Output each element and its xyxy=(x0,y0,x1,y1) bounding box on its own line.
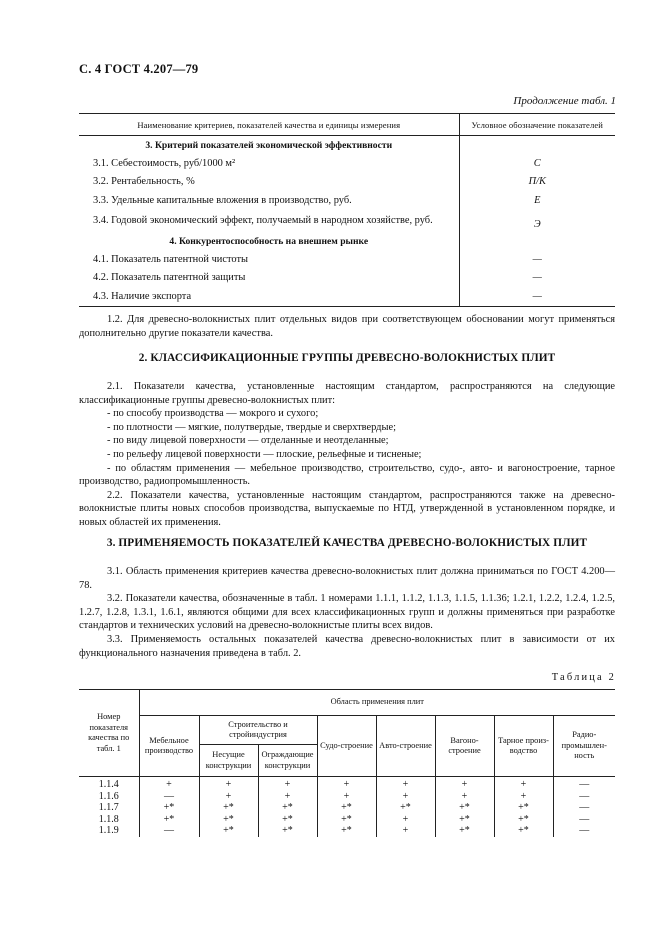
paragraph-3-1: 3.1. Область применения критериев качества древесно-волокнистых плит должна приниматься по ГОСТ 4.200—78. xyxy=(79,566,615,591)
applicability-cell: — xyxy=(553,791,615,803)
indicator-name: 4.1. Показатель патентной чистоты xyxy=(93,253,248,265)
applicability-cell: + xyxy=(435,777,494,791)
col-tare-header: Тарное произ-водство xyxy=(494,716,553,777)
paragraph-2-2: 2.2. Показатели качества, установленные настоящим стандартом, распространяются также на древесно-волокнистые плиты новых способов производства, выпускаемые по НТД, утвержденной в установленном порядке, и новых областей их применения. xyxy=(79,489,615,528)
col-enclosing-structures-header: Ограждающие конструкции xyxy=(258,745,317,777)
section-heading: 3. Критерий показателей экономической эффективности xyxy=(79,136,615,155)
col-shipbuilding-header: Судо-строение xyxy=(317,716,376,777)
paragraph-3-3: 3.3. Применяемость остальных показателей качества древесно-волокнистых плит в зависимости от их функционального назначения приведена в табл. 2. xyxy=(79,633,615,659)
applicability-cell: + xyxy=(376,825,435,837)
table-row xyxy=(79,814,615,826)
applicability-cell: + xyxy=(376,777,435,791)
applicability-cell: + xyxy=(199,791,258,803)
list-item: - по плотности — мягкие, полутвердые, твердые и сверхтвердые; xyxy=(107,421,396,433)
table-row xyxy=(79,777,615,791)
applicability-cell: +* xyxy=(494,825,553,837)
list-item: - по способу производства — мокрого и сухого; xyxy=(107,408,319,420)
applicability-cell: + xyxy=(317,777,376,791)
row-number-cell: 1.1.7 xyxy=(98,802,119,813)
list-item: - по виду лицевой поверхности — отделанные и неотделанные; xyxy=(107,435,389,447)
paragraph-3-2: 3.2. Показатели качества, обозначенные в табл. 1 номерами 1.1.1, 1.1.2, 1.1.3, 1.1.5, 1.1.36; 1.2.1, 1.2.2, 1.2.4, 1.2.5, 1.2.7, 1.2.8, 1.3.1, 1.6.1, являются общими для всех классификационных групп и должны применяться при разработке стандартов и технических условий на древесно-волокнистые плиты всех видов. xyxy=(79,593,615,632)
col-furniture-header: Мебельное производство xyxy=(139,716,199,777)
applicability-cell: +* xyxy=(199,825,258,837)
applicability-cell: +* xyxy=(435,802,494,814)
applicability-cell: — xyxy=(139,791,199,803)
applicability-cell: + xyxy=(435,791,494,803)
applicability-cell: +* xyxy=(494,802,553,814)
row-number-cell: 1.1.8 xyxy=(98,813,119,825)
applicability-cell: — xyxy=(553,802,615,814)
applicability-cell: — xyxy=(553,825,615,837)
indicator-symbol: Э xyxy=(459,210,615,233)
list-item: - по рельефу лицевой поверхности — плоские, рельефные и тисненые; xyxy=(107,448,422,460)
paragraph-1-2-block xyxy=(79,313,615,340)
section-3-body xyxy=(79,565,615,660)
col-wagon-header: Вагоно-строение xyxy=(435,716,494,777)
applicability-cell: +* xyxy=(494,814,553,826)
table-row xyxy=(79,825,615,837)
col-symbol-header: Условное обозначение показателей xyxy=(459,114,615,136)
table-row xyxy=(79,154,615,173)
table-row xyxy=(79,287,615,306)
applicability-cell: + xyxy=(317,791,376,803)
row-number-cell: 1.1.9 xyxy=(98,825,119,836)
applicability-cell: +* xyxy=(435,814,494,826)
section-3-heading: 3. ПРИМЕНЯЕМОСТЬ ПОКАЗАТЕЛЕЙ КАЧЕСТВА ДРЕВЕСНО-ВОЛОКНИСТЫХ ПЛИТ xyxy=(106,537,588,549)
indicator-name: 3.1. Себестоимость, руб/1000 м² xyxy=(93,157,236,169)
table-1-header-row xyxy=(79,114,615,136)
applicability-cell: +* xyxy=(258,802,317,814)
col-radio-header: Радио-промышлен-ность xyxy=(553,716,615,777)
col-construction-header: Строительство и стройиндустрия xyxy=(199,716,317,745)
applicability-cell: +* xyxy=(317,802,376,814)
table-continuation-label: Продолжение табл. 1 xyxy=(513,95,616,107)
indicator-name: 3.3. Удельные капитальные вложения в производство, руб. xyxy=(93,194,352,206)
indicator-symbol: С xyxy=(459,154,615,173)
col-application-area-header: Область применения плит xyxy=(139,690,615,716)
indicator-name: 4.3. Наличие экспорта xyxy=(79,287,459,306)
applicability-cell: +* xyxy=(258,814,317,826)
table-row xyxy=(79,250,615,269)
indicator-name: 3.4. Годовой экономический эффект, получаемый в народном хозяйстве, руб. xyxy=(93,214,433,226)
applicability-cell: + xyxy=(494,777,553,791)
applicability-cell: — xyxy=(139,825,199,837)
col-criteria-header: Наименование критериев, показателей качества и единицы измерения xyxy=(79,114,459,136)
indicator-symbol: — xyxy=(459,287,615,306)
table-row xyxy=(79,269,615,288)
row-number-cell: 1.1.4 xyxy=(98,779,119,790)
applicability-cell: + xyxy=(376,814,435,826)
applicability-cell: +* xyxy=(139,802,199,814)
applicability-cell: — xyxy=(553,814,615,826)
table-row xyxy=(79,210,615,233)
applicability-cell: +* xyxy=(317,825,376,837)
col-number-header: Номер показателя качества по табл. 1 xyxy=(79,690,139,777)
table-2-label: Таблица 2 xyxy=(551,672,616,683)
applicability-cell: +* xyxy=(376,802,435,814)
applicability-cell: +* xyxy=(317,814,376,826)
col-bearing-structures-header: Несущие конструкции xyxy=(199,745,258,777)
applicability-cell: +* xyxy=(199,814,258,826)
indicator-symbol: П/К xyxy=(459,173,615,192)
paragraph-2-1: 2.1. Показатели качества, установленные настоящим стандартом, распространяются на следующие классификационные группы древесно-волокнистых плит: xyxy=(79,381,615,406)
applicability-cell: — xyxy=(553,777,615,791)
indicator-symbol: — xyxy=(459,269,615,288)
applicability-cell: + xyxy=(494,791,553,803)
applicability-cell: +* xyxy=(139,814,199,826)
applicability-cell: + xyxy=(258,791,317,803)
applicability-cell: + xyxy=(376,791,435,803)
table-1-continuation xyxy=(79,113,615,307)
list-item: - по областям применения — мебельное производство, строительство, судо-, авто- и вагоностроение, тарное производство, радиопромышленность. xyxy=(79,462,616,488)
row-number-cell: 1.1.6 xyxy=(98,790,119,802)
applicability-cell: +* xyxy=(435,825,494,837)
indicator-symbol: — xyxy=(459,250,615,269)
table-2 xyxy=(79,689,615,837)
table-row xyxy=(79,802,615,814)
section-heading: 4. Конкурентоспособность на внешнем рынке xyxy=(79,232,615,250)
applicability-cell: + xyxy=(258,777,317,791)
applicability-cell: + xyxy=(139,777,199,791)
paragraph-1-2: 1.2. Для древесно-волокнистых плит отдельных видов при соответствующем обосновании могут применяться дополнительно другие показатели качества. xyxy=(79,314,615,339)
applicability-cell: +* xyxy=(199,802,258,814)
indicator-name: 3.2. Рентабельность, % xyxy=(93,176,195,188)
table-row xyxy=(79,173,615,192)
page-header: С. 4 ГОСТ 4.207—79 xyxy=(79,62,199,76)
indicator-symbol: Е xyxy=(459,191,615,210)
col-automotive-header: Авто-строение xyxy=(376,716,435,777)
section-2-heading: 2. КЛАССИФИКАЦИОННЫЕ ГРУППЫ ДРЕВЕСНО-ВОЛОКНИСТЫХ ПЛИТ xyxy=(138,352,556,364)
indicator-name: 4.2. Показатель патентной защиты xyxy=(93,272,246,284)
section-2-body xyxy=(79,380,615,530)
applicability-cell: +* xyxy=(258,825,317,837)
applicability-cell: + xyxy=(199,777,258,791)
table-row xyxy=(79,791,615,803)
table-row xyxy=(79,191,615,210)
